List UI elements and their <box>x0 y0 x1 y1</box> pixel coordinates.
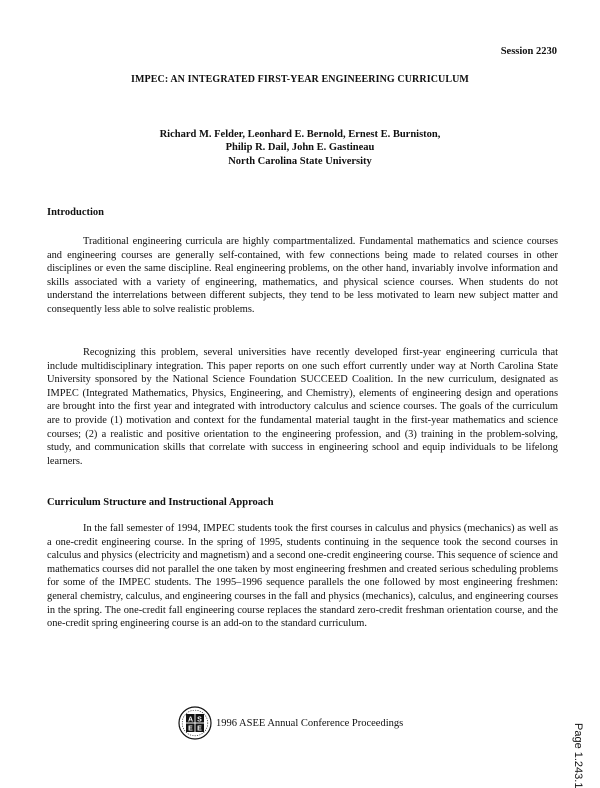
affiliation: North Carolina State University <box>228 155 372 167</box>
paragraph: Traditional engineering curricula are highly compartmentalized. Fundamental mathematics and science courses and engineering courses are generally self-contained, with few connections being made to related courses in other disciplines or even the same discipline. Real engineering problems, on the other hand, invariably involve information and skills associated with a variety of engineering, mathematics, and physical science courses. When students do not understand the interrelations between different subjects, they tend to be less motivated to learn new subject matter and consequently less able to solve realistic problems. <box>47 236 558 315</box>
logo-letter: S <box>197 716 202 724</box>
session-number: Session 2230 <box>500 46 557 57</box>
logo-letter: E <box>197 725 202 733</box>
author-line: Richard M. Felder, Leonhard E. Bernold, Ernest E. Burniston, <box>159 129 441 140</box>
paragraph: In the fall semester of 1994, IMPEC students took the first courses in calculus and physics (mechanics) as well as a one-credit engineering course. In the spring of 1995, students continuing in the sequence took the second courses in calculus and physics (electricity and magnetism) and a second one-credit engineering course. This sequence of science and mathematics courses did not parallel the one taken by most engineering freshmen and created serious scheduling problems for some of the IMPEC students. The 1995–1996 sequence parallels the one followed by most engineering freshmen: general chemistry, calculus, and engineering courses in the fall and physics (mechanics), calculus, and engineering courses in the spring. The one-credit fall engineering course replaces the standard zero-credit freshman orientation course, and the one-credit spring engineering course is an add-on to the standard curriculum. <box>47 523 558 630</box>
section-heading-introduction: Introduction <box>47 207 104 218</box>
logo-letter: E <box>188 725 193 733</box>
asee-logo-icon <box>178 706 212 740</box>
logo-letter: A <box>187 716 194 724</box>
section-heading-curriculum: Curriculum Structure and Instructional Approach <box>47 497 274 508</box>
author-line: Philip R. Dail, John E. Gastineau <box>225 142 375 154</box>
footer-text: 1996 ASEE Annual Conference Proceedings <box>216 717 404 729</box>
footer <box>178 706 403 740</box>
author-block <box>0 128 600 168</box>
paragraph: Recognizing this problem, several universities have recently developed first-year engineering curricula that include multidisciplinary integration. This paper reports on one such effort currently under way at North Carolina State University sponsored by the National Science Foundation SUCCEED Coalition. In the new curriculum, designated as IMPEC (Integrated Mathematics, Physics, Engineering, and Chemistry), elements of engineering design and operations are brought into the first year and integrated with introductory calculus and science courses. The goals of the curriculum are to provide (1) motivation and context for the fundamental material taught in the first-year mathematics and science courses; (2) a realistic and positive orientation to the engineering profession, and (3) training in the problem-solving, study, and communication skills that correlate with success in engineering school and equip individuals to be lifelong learners. <box>47 347 558 467</box>
paper-title: IMPEC: AN INTEGRATED FIRST-YEAR ENGINEERING CURRICULUM <box>131 74 469 85</box>
page-number: Page 1.243.1 <box>572 723 584 788</box>
